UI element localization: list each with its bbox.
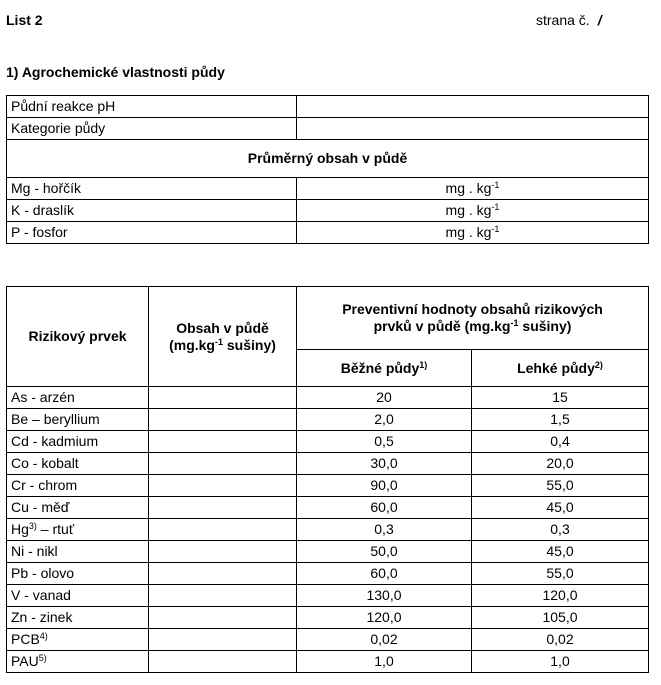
light-soil-value: 15: [472, 387, 649, 409]
element-symbol: Co - kobalt: [11, 455, 79, 471]
light-soil-value: 1,5: [472, 409, 649, 431]
column-header-preventive: [297, 287, 649, 350]
table-row: [7, 651, 649, 673]
element-name: [7, 387, 149, 409]
light-soil-value: 0,3: [472, 519, 649, 541]
content-cell[interactable]: [149, 607, 297, 629]
header-text: prvků v půdě (mg.kg: [373, 318, 511, 334]
table-row: [7, 431, 649, 453]
content-cell[interactable]: [149, 409, 297, 431]
header-text: Obsah v půdě: [176, 319, 269, 336]
unit-cell[interactable]: [297, 200, 649, 222]
table-row: [7, 453, 649, 475]
element-name: [7, 629, 149, 651]
header-exponent: -1: [510, 318, 519, 328]
page-number-label: [536, 12, 602, 28]
risk-elements-table: [6, 286, 649, 673]
content-cell[interactable]: [149, 585, 297, 607]
table-row: [7, 178, 649, 200]
content-cell[interactable]: [149, 541, 297, 563]
table-header-row: [7, 287, 649, 350]
light-soil-value: 1,0: [472, 651, 649, 673]
element-name: [7, 541, 149, 563]
table-row: [7, 629, 649, 651]
normal-soil-value: 0,3: [297, 519, 472, 541]
table-row: [7, 387, 649, 409]
sheet-label: List 2: [6, 12, 43, 28]
normal-soil-value: 60,0: [297, 497, 472, 519]
row-label-ph: Půdní reakce pH: [7, 96, 297, 118]
element-name: [7, 453, 149, 475]
light-soil-value: 20,0: [472, 453, 649, 475]
element-symbol: Cr - chrom: [11, 477, 78, 493]
content-cell[interactable]: [149, 519, 297, 541]
element-name: [7, 519, 149, 541]
table-row: [7, 200, 649, 222]
row-label-category: Kategorie půdy: [7, 118, 297, 140]
section-title: 1) Agrochemické vlastnosti půdy: [6, 64, 225, 80]
normal-soil-value: 0,02: [297, 629, 472, 651]
footnote-mark: 3): [28, 521, 37, 531]
element-symbol: Zn - zinek: [11, 609, 73, 625]
element-name: [7, 497, 149, 519]
element-symbol: Ni - nikl: [11, 543, 58, 559]
normal-soil-value: 2,0: [297, 409, 472, 431]
nutrient-label: P - fosfor: [7, 222, 297, 244]
normal-soil-value: 50,0: [297, 541, 472, 563]
normal-soil-value: 0,5: [297, 431, 472, 453]
unit-exponent: -1: [491, 180, 500, 190]
value-cell-category[interactable]: [297, 118, 649, 140]
content-cell[interactable]: [149, 431, 297, 453]
light-soil-value: 105,0: [472, 607, 649, 629]
nutrient-label: Mg - hořčík: [7, 178, 297, 200]
header-text: Preventivní hodnoty obsahů rizikových: [342, 301, 603, 317]
table-row: [7, 497, 649, 519]
table-row: [7, 409, 649, 431]
header-text: Běžné půdy: [340, 359, 420, 376]
table-row: [7, 118, 649, 140]
header-text: sušiny): [223, 336, 276, 353]
element-symbol: Be – beryllium: [11, 411, 100, 427]
normal-soil-value: 90,0: [297, 475, 472, 497]
header-exponent: -1: [214, 336, 223, 347]
element-suffix: – rtuť: [36, 521, 75, 537]
element-symbol: Pb - olovo: [11, 565, 75, 581]
header-text: Lehké půdy: [517, 359, 595, 376]
column-header-light-soil: [472, 350, 649, 387]
content-cell[interactable]: [149, 651, 297, 673]
light-soil-value: 55,0: [472, 475, 649, 497]
table-row: [7, 222, 649, 244]
light-soil-value: 45,0: [472, 497, 649, 519]
element-symbol: PAU: [11, 653, 39, 669]
table-row: [7, 607, 649, 629]
light-soil-value: 0,02: [472, 629, 649, 651]
element-symbol: Cd - kadmium: [11, 433, 99, 449]
table-row: [7, 475, 649, 497]
footnote-mark: 4): [39, 631, 48, 641]
page-number: /: [597, 12, 602, 28]
content-cell[interactable]: [149, 563, 297, 585]
table-row: [7, 585, 649, 607]
element-name: [7, 431, 149, 453]
page-label-text: strana č.: [536, 12, 590, 28]
nutrient-label: K - draslík: [7, 200, 297, 222]
average-content-heading: Průměrný obsah v půdě: [7, 140, 649, 178]
footnote-mark: 5): [38, 653, 47, 663]
content-cell[interactable]: [149, 629, 297, 651]
column-header-element: Rizikový prvek: [7, 287, 149, 387]
unit-exponent: -1: [491, 202, 500, 212]
light-soil-value: 0,4: [472, 431, 649, 453]
column-header-content: [149, 287, 297, 387]
element-name: [7, 651, 149, 673]
normal-soil-value: 30,0: [297, 453, 472, 475]
unit-cell[interactable]: [297, 178, 649, 200]
unit-text: mg . kg: [445, 202, 492, 218]
content-cell[interactable]: [149, 387, 297, 409]
light-soil-value: 45,0: [472, 541, 649, 563]
content-cell[interactable]: [149, 497, 297, 519]
normal-soil-value: 130,0: [297, 585, 472, 607]
table-row: [7, 519, 649, 541]
normal-soil-value: 60,0: [297, 563, 472, 585]
unit-exponent: -1: [491, 224, 500, 234]
element-symbol: As - arzén: [11, 389, 75, 405]
element-name: [7, 563, 149, 585]
unit-cell[interactable]: [297, 222, 649, 244]
element-symbol: V - vanad: [11, 587, 71, 603]
unit-text: mg . kg: [445, 224, 492, 240]
table-row: [7, 563, 649, 585]
light-soil-value: 120,0: [472, 585, 649, 607]
header-text: sušiny): [518, 318, 572, 334]
column-header-normal-soil: [297, 350, 472, 387]
table-row: [7, 140, 649, 178]
header-text: (mg.kg: [169, 336, 215, 353]
footnote-mark: 1): [419, 359, 428, 370]
table-row: [7, 96, 649, 118]
value-cell-ph[interactable]: [297, 96, 649, 118]
table-row: [7, 541, 649, 563]
element-name: [7, 607, 149, 629]
element-symbol: PCB: [11, 631, 40, 647]
normal-soil-value: 1,0: [297, 651, 472, 673]
element-name: [7, 409, 149, 431]
element-symbol: Hg: [11, 521, 29, 537]
element-symbol: Cu - měď: [11, 499, 70, 515]
normal-soil-value: 20: [297, 387, 472, 409]
soil-properties-table: [6, 95, 649, 244]
content-cell[interactable]: [149, 453, 297, 475]
light-soil-value: 55,0: [472, 563, 649, 585]
unit-text: mg . kg: [445, 180, 492, 196]
element-name: [7, 585, 149, 607]
normal-soil-value: 120,0: [297, 607, 472, 629]
content-cell[interactable]: [149, 475, 297, 497]
element-name: [7, 475, 149, 497]
footnote-mark: 2): [594, 359, 603, 370]
